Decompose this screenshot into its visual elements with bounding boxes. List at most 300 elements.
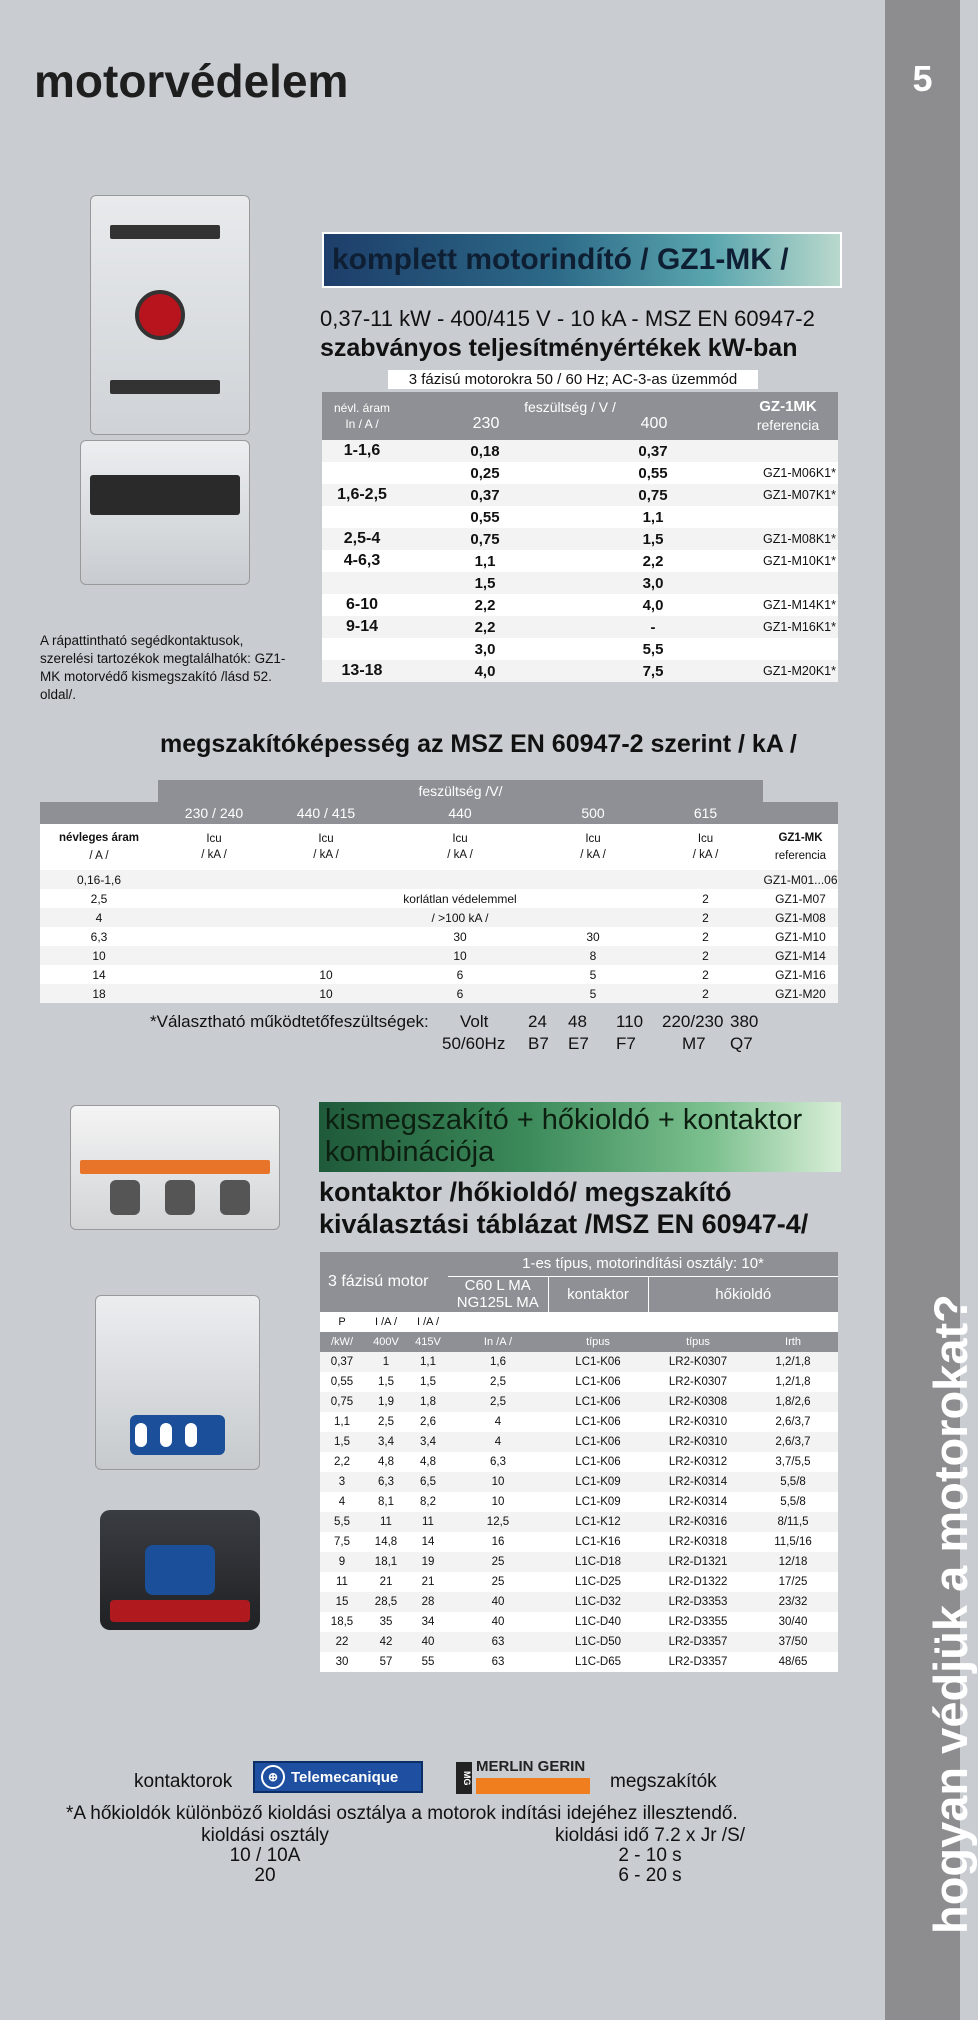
capacity-cell-ref: GZ1-M14: [775, 948, 826, 963]
selection-cell: 28,5: [374, 1596, 398, 1608]
selection-cell: 8/11,5: [777, 1516, 809, 1528]
section1-banner: komplett motorindító / GZ1-MK /: [322, 232, 842, 288]
starter-row: [322, 528, 838, 550]
selection-cell: L1C-D18: [574, 1556, 622, 1568]
starter-cell-ref: GZ1-M14K1*: [763, 598, 836, 612]
telemecanique-logo: [253, 1761, 423, 1793]
selection-cell: LR2-K0308: [668, 1396, 728, 1408]
capacity-cell-c3: 6: [456, 986, 464, 1001]
selection-cell: 17/25: [778, 1576, 808, 1588]
capacity-cell-ref: GZ1-M08: [775, 910, 826, 925]
telemecanique-text: Telemecanique: [291, 1768, 399, 1786]
capacity-cell-c1: [158, 889, 270, 908]
option-volt: 110: [616, 1012, 644, 1031]
selection-row: [320, 1572, 838, 1592]
selection-cell: 2,5: [490, 1376, 506, 1388]
starter-cell-v230: 2,2: [474, 618, 496, 636]
starter-cell-ref: GZ1-M16K1*: [763, 620, 836, 634]
selection-cell: LR2-K0314: [668, 1496, 728, 1508]
footer-megszakitok: megszakítók: [610, 1771, 717, 1792]
selection-cell: 12/18: [778, 1556, 808, 1568]
starter-cell-v400: 5,5: [642, 640, 664, 658]
selection-cell: 42: [379, 1636, 393, 1648]
section3-heading-1: kontaktor /hőkioldó/ megszakító: [319, 1177, 732, 1207]
selection-cell: 1,8: [420, 1396, 436, 1408]
capacity-cell-c2: [270, 908, 382, 927]
selection-cell: 2,5: [490, 1396, 506, 1408]
selection-cell: 7,5: [334, 1536, 350, 1548]
hdr-230: 230: [472, 415, 500, 432]
selection-cell: L1C-D40: [574, 1616, 622, 1628]
selection-cell: LC1-K06: [575, 1396, 621, 1408]
merlin-gerin-logo: [456, 1758, 590, 1796]
capacity-cell-c3: [382, 870, 538, 889]
capacity-cell-c1: [158, 946, 270, 965]
selection-cell: 25: [491, 1576, 505, 1588]
s3-hdr-tipus2: típus: [686, 1336, 710, 1348]
capacity-cell-c5: [648, 870, 763, 889]
starter-cell-ref: GZ1-M06K1*: [763, 466, 836, 480]
capacity-cell-ref: GZ1-M16: [775, 967, 826, 982]
hdr-ref: [738, 392, 838, 440]
selection-cell: 10: [491, 1496, 505, 1508]
selection-cell: 4: [494, 1416, 502, 1428]
merlin-gerin-mark: MG: [456, 1762, 472, 1794]
selection-cell: 63: [491, 1636, 505, 1648]
starter-cell-range: [322, 638, 402, 660]
starter-row: [322, 638, 838, 660]
s3-hdr-p: P: [320, 1312, 364, 1332]
starter-cell-range: [322, 572, 402, 594]
starter-row: [322, 594, 838, 616]
selection-cell: LC1-K16: [575, 1536, 621, 1548]
capacity-cell-c3: korlátlan védelemmel: [403, 891, 517, 906]
capacity-cell-c4: 30: [586, 929, 600, 944]
selection-cell: 0,75: [330, 1396, 354, 1408]
section1-note: A rápattintható segédkontaktusok, szerelési tartozékok megtalálhatók: GZ1-MK motorvédő kismegszakító /lásd 52. oldal/.: [40, 633, 286, 702]
selection-cell: 3,4: [420, 1436, 436, 1448]
s3-ng: NG125L MA: [456, 1294, 539, 1312]
option-code: E7: [568, 1034, 589, 1053]
contactor-image: [95, 1295, 260, 1470]
capacity-row: [40, 984, 838, 1003]
selection-cell: 2,6: [420, 1416, 436, 1428]
section3-banner: [319, 1102, 841, 1172]
capacity-row: [40, 946, 838, 965]
option-volt: 24: [528, 1012, 547, 1031]
selection-cell: 12,5: [486, 1516, 510, 1528]
starter-cell-v400: 2,2: [642, 552, 664, 570]
capacity-cell-c1: [158, 908, 270, 927]
starter-cell-range: 1,6-2,5: [337, 486, 387, 503]
capacity-cell-a: 14: [92, 967, 106, 982]
starter-cell-ref: [738, 638, 838, 660]
selection-cell: LC1-K12: [575, 1516, 621, 1528]
capacity-cell-c4: 5: [589, 967, 597, 982]
hdr-unit: In / A /: [345, 417, 379, 431]
s2-ref-label: referencia: [774, 850, 827, 862]
selection-cell: 37/50: [778, 1636, 808, 1648]
selection-cell: 6,5: [420, 1476, 436, 1488]
selection-cell: 5,5/8: [780, 1496, 806, 1508]
capacity-row: [40, 870, 838, 889]
s2-voltage-3: 500: [581, 805, 605, 821]
s2-icu-header: [158, 824, 270, 870]
s3-hdr-p-unit: /kW/: [331, 1336, 353, 1348]
s3-hdr-tipus1: típus: [586, 1336, 610, 1348]
selection-cell: LC1-K06: [575, 1356, 621, 1368]
capacity-cell-c2: [270, 870, 382, 889]
starter-cell-range: 13-18: [341, 662, 383, 679]
selection-cell: 30/40: [778, 1616, 808, 1628]
starter-cell-range: [322, 506, 402, 528]
starter-cell-ref: [738, 506, 838, 528]
selection-cell: 9: [338, 1556, 346, 1568]
capacity-cell-c3: 10: [453, 948, 467, 963]
selection-cell: 2,2: [334, 1456, 350, 1468]
s2-voltage-0: 230 / 240: [184, 805, 244, 821]
selection-cell: LC1-K09: [575, 1476, 621, 1488]
selection-cell: 30: [335, 1656, 349, 1668]
starter-row: [322, 660, 838, 682]
selection-row: [320, 1412, 838, 1432]
capacity-cell-c4: 8: [589, 948, 597, 963]
starter-table: [322, 392, 838, 682]
page-title: motorvédelem: [34, 55, 349, 107]
option-volt: 220/230: [662, 1012, 724, 1031]
s2-icu-header: [648, 824, 763, 870]
table-caption: 3 fázisú motorokra 50 / 60 Hz; AC-3-as üzemmód: [388, 370, 758, 389]
selection-cell: 2,5: [378, 1416, 394, 1428]
selection-row: [320, 1492, 838, 1512]
selection-cell: 4: [494, 1436, 502, 1448]
class-header: kioldási osztály: [201, 1825, 329, 1846]
motor-starter-image: [80, 195, 255, 590]
selection-cell: 8,1: [378, 1496, 394, 1508]
capacity-cell-a: 2,5: [90, 891, 108, 906]
selection-cell: 1,9: [378, 1396, 394, 1408]
selection-cell: 3,4: [378, 1436, 394, 1448]
starter-cell-v230: 4,0: [474, 662, 496, 680]
s3-hdr-ia2: I /A /: [408, 1312, 448, 1332]
capacity-cell-c2: 10: [319, 986, 333, 1001]
selection-cell: 2,6/3,7: [775, 1416, 811, 1428]
s2-icu-label: Icu: [318, 833, 334, 845]
footer-time-col: [520, 1826, 780, 1886]
selection-cell: 3: [338, 1476, 346, 1488]
starter-cell-v400: 4,0: [642, 596, 664, 614]
capacity-cell-c4: [538, 870, 648, 889]
selection-row: [320, 1432, 838, 1452]
option-code: B7: [528, 1034, 549, 1053]
capacity-cell-c1: [158, 927, 270, 946]
selection-cell: 55: [421, 1656, 435, 1668]
starter-cell-v230: 0,37: [470, 486, 500, 504]
s2-icu-header: [538, 824, 648, 870]
selection-cell: LR2-K0307: [668, 1376, 728, 1388]
starter-row: [322, 506, 838, 528]
selection-row: [320, 1472, 838, 1492]
starter-row: [322, 550, 838, 572]
s2-icu-label: Icu: [585, 833, 601, 845]
selection-cell: 19: [421, 1556, 435, 1568]
selection-cell: 1,5: [378, 1376, 394, 1388]
starter-cell-range: 1-1,6: [343, 442, 381, 459]
selection-cell: 21: [379, 1576, 393, 1588]
capacity-cell-ref: GZ1-M20: [775, 986, 826, 1001]
time-value-2: 6 - 20 s: [618, 1865, 682, 1886]
selection-table: [320, 1252, 838, 1672]
selection-cell: L1C-D50: [574, 1636, 622, 1648]
starter-cell-v400: 1,5: [642, 530, 664, 548]
capacity-cell-c2: [270, 946, 382, 965]
selection-cell: LC1-K09: [575, 1496, 621, 1508]
selection-cell: LR2-K0307: [668, 1356, 728, 1368]
starter-row: [322, 484, 838, 506]
s2-icu-unit: / kA /: [201, 849, 227, 861]
option-volt: 380: [730, 1012, 759, 1031]
s2-icu-unit: / kA /: [447, 849, 473, 861]
capacity-cell-a: 0,16-1,6: [76, 872, 122, 887]
selection-cell: 2,6/3,7: [775, 1436, 811, 1448]
selection-cell: 16: [491, 1536, 505, 1548]
s2-voltage-4: 615: [693, 805, 718, 821]
selection-cell: LC1-K06: [575, 1416, 621, 1428]
starter-cell-v230: 1,5: [474, 574, 496, 592]
selection-cell: LR2-K0310: [668, 1436, 728, 1448]
starter-cell-range: 9-14: [345, 618, 379, 635]
capacity-row: [40, 965, 838, 984]
selection-cell: LR2-D1322: [668, 1576, 728, 1588]
capacity-cell-c1: [158, 984, 270, 1003]
capacity-cell-a: 10: [92, 948, 106, 963]
selection-cell: 1,6: [490, 1356, 506, 1368]
selection-cell: LR2-D3355: [668, 1616, 728, 1628]
selection-cell: 4,8: [378, 1456, 394, 1468]
selection-cell: LR2-D1321: [668, 1556, 728, 1568]
selection-row: [320, 1552, 838, 1572]
starter-cell-range: 2,5-4: [343, 530, 381, 547]
selection-cell: 1,8/2,6: [775, 1396, 811, 1408]
thermal-relay-image: [100, 1510, 260, 1630]
capacity-cell-a: 6,3: [90, 929, 108, 944]
selection-cell: 22: [335, 1636, 349, 1648]
s2-hdr-ref: [763, 824, 838, 870]
starter-cell-v400: 7,5: [642, 662, 664, 680]
capacity-row: [40, 927, 838, 946]
telemecanique-mark-icon: ⊕: [261, 1765, 285, 1789]
selection-cell: 4: [338, 1496, 346, 1508]
hdr-ref-label: referencia: [756, 417, 820, 433]
hdr-ref-code: GZ-1MK: [759, 398, 817, 415]
s3-hdr-415v: 415V: [415, 1336, 441, 1348]
selection-cell: 6,3: [490, 1456, 506, 1468]
s2-rated-label: névleges áram: [59, 832, 139, 844]
starter-cell-ref: GZ1-M08K1*: [763, 532, 836, 546]
breaking-capacity-table: [40, 780, 838, 1003]
s3-hdr-motor: 3 fázisú motor: [328, 1273, 429, 1290]
class-value-1: 10 / 10A: [229, 1845, 301, 1866]
selection-cell: 10: [491, 1476, 505, 1488]
selection-row: [320, 1632, 838, 1652]
section1-subtitle: szabványos teljesítményértékek kW-ban: [320, 334, 798, 362]
capacity-cell-ref: GZ1-M07: [775, 891, 826, 906]
page-number: 5: [912, 58, 933, 99]
starter-cell-v400: 0,75: [638, 486, 668, 504]
sidebar-title: hogyan védjük a motorokat?: [924, 1294, 977, 1934]
s2-icu-label: Icu: [206, 833, 222, 845]
selection-cell: 40: [491, 1616, 505, 1628]
capacity-cell-c2: 10: [319, 967, 333, 982]
capacity-cell-c5: 2: [702, 967, 709, 982]
starter-cell-v400: 0,37: [638, 442, 668, 460]
option-volt: 48: [568, 1012, 587, 1031]
selection-cell: 5,5/8: [780, 1476, 806, 1488]
starter-cell-v230: 0,18: [470, 442, 500, 460]
starter-row: [322, 572, 838, 594]
capacity-cell-c4: [538, 908, 648, 927]
starter-cell-v230: 3,0: [474, 640, 496, 658]
starter-cell-v230: 0,55: [470, 508, 500, 526]
selection-cell: 1,5: [334, 1436, 350, 1448]
s3-hdr-breaker: [448, 1276, 548, 1312]
selection-cell: 0,37: [330, 1356, 354, 1368]
selection-cell: LC1-K06: [575, 1436, 621, 1448]
selection-cell: 48/65: [778, 1656, 808, 1668]
hdr-rated-current: [322, 392, 402, 440]
selection-cell: 1,1: [334, 1416, 350, 1428]
selection-cell: 14: [421, 1536, 435, 1548]
s2-rated-unit: / A /: [89, 850, 109, 862]
starter-cell-ref: [738, 440, 838, 462]
s2-icu-label: Icu: [697, 833, 714, 845]
capacity-cell-c2: [270, 927, 382, 946]
selection-cell: LR2-D3357: [668, 1636, 728, 1648]
capacity-cell-a: 18: [92, 986, 106, 1001]
selection-row: [320, 1592, 838, 1612]
merlin-gerin-text: MERLIN GERIN: [476, 1758, 586, 1775]
section3-banner-line1: kismegszakító + hőkioldó + kontaktor: [325, 1104, 803, 1136]
selection-row: [320, 1652, 838, 1672]
selection-cell: LR2-K0316: [668, 1516, 728, 1528]
capacity-cell-c4: 5: [589, 986, 597, 1001]
s2-icu-unit: / kA /: [580, 849, 606, 861]
section3-heading-2: kiválasztási táblázat /MSZ EN 60947-4/: [319, 1209, 809, 1239]
hdr-voltage-label: feszültség / V /: [524, 399, 616, 415]
capacity-cell-c5: 2: [702, 910, 709, 925]
starter-row: [322, 462, 838, 484]
selection-cell: L1C-D25: [574, 1576, 622, 1588]
s3-hdr-type: 1-es típus, motorindítási osztály: 10*: [448, 1252, 838, 1276]
s3-hdr-irth: Irth: [785, 1336, 801, 1348]
capacity-cell-a: 4: [95, 910, 103, 925]
footer-note: *A hőkioldók különböző kioldási osztálya a motorok indítási idejéhez illesztendő.: [66, 1803, 738, 1824]
selection-cell: 1,5: [420, 1376, 436, 1388]
section2-title: megszakítóképesség az MSZ EN 60947-2 szerint / kA /: [160, 730, 797, 758]
selection-cell: 23/32: [778, 1596, 808, 1608]
selection-row: [320, 1392, 838, 1412]
starter-cell-ref: GZ1-M10K1*: [763, 554, 836, 568]
capacity-cell-c4: [538, 889, 648, 908]
selection-cell: 14,8: [374, 1536, 398, 1548]
selection-cell: LR2-K0312: [668, 1456, 728, 1468]
selection-row: [320, 1352, 838, 1372]
starter-cell-v400: -: [650, 618, 656, 636]
s2-icu-header: [382, 824, 538, 870]
capacity-cell-c3: 30: [453, 929, 467, 944]
selection-cell: 3,7/5,5: [775, 1456, 811, 1468]
capacity-cell-c5: 2: [702, 891, 709, 906]
selection-cell: L1C-D32: [574, 1596, 622, 1608]
selection-cell: 21: [421, 1576, 435, 1588]
s2-ref-code: GZ1-MK: [778, 832, 823, 844]
selection-cell: 11: [336, 1576, 348, 1588]
s2-icu-unit: / kA /: [313, 849, 339, 861]
footer-kontaktorok: kontaktorok: [134, 1771, 233, 1792]
starter-row: [322, 616, 838, 638]
selection-cell: 5,5: [334, 1516, 350, 1528]
selection-cell: 34: [421, 1616, 435, 1628]
starter-cell-v400: 1,1: [642, 508, 664, 526]
option-code: F7: [616, 1034, 636, 1053]
capacity-cell-c2: [270, 889, 382, 908]
s2-voltage-2: 440: [448, 805, 472, 821]
selection-row: [320, 1452, 838, 1472]
selection-cell: LR2-D3353: [668, 1596, 728, 1608]
starter-cell-range: 4-6,3: [343, 552, 381, 569]
section1-spec-line: 0,37-11 kW - 400/415 V - 10 kA - MSZ EN 60947-2: [320, 306, 815, 331]
s2-hdr-voltage: feszültség /V/: [158, 780, 763, 802]
s3-hdr-ia1: I /A /: [364, 1312, 408, 1332]
capacity-cell-c3: / >100 kA /: [431, 910, 489, 925]
capacity-row: [40, 889, 838, 908]
starter-cell-v230: 1,1: [474, 552, 496, 570]
s2-icu-header: [270, 824, 382, 870]
capacity-cell-c5: 2: [702, 986, 709, 1001]
starter-cell-v400: 0,55: [638, 464, 668, 482]
selection-cell: 1,1: [420, 1356, 436, 1368]
time-header: kioldási idő 7.2 x Jr /S/: [554, 1825, 746, 1846]
merlin-gerin-bar: [476, 1778, 590, 1794]
selection-cell: 63: [491, 1656, 505, 1668]
capacity-cell-c1: [158, 870, 270, 889]
section3-banner-line2: kombinációja: [325, 1136, 495, 1168]
class-value-2: 20: [254, 1865, 276, 1886]
option-code: M7: [682, 1034, 706, 1053]
capacity-cell-c5: 2: [702, 948, 709, 963]
capacity-row: [40, 908, 838, 927]
footer-class-col: [150, 1826, 380, 1886]
s3-hdr-400v: 400V: [373, 1336, 399, 1348]
s2-voltage-1: 440 / 415: [296, 805, 356, 821]
selection-cell: LR2-K0318: [668, 1536, 728, 1548]
hdr-nevl: névl. áram: [333, 401, 391, 415]
s2-icu-label: Icu: [452, 833, 468, 845]
capacity-cell-ref: GZ1-M10: [775, 929, 826, 944]
s3-hdr-in: In /A /: [483, 1336, 513, 1348]
s2-icu-unit: / kA /: [692, 849, 719, 861]
selection-cell: 18,1: [374, 1556, 398, 1568]
capacity-cell-c1: [158, 965, 270, 984]
selection-cell: LR2-D3357: [668, 1656, 728, 1668]
capacity-cell-c3: 6: [456, 967, 464, 982]
hdr-voltage: [402, 392, 738, 440]
selection-cell: 0,55: [330, 1376, 354, 1388]
options-freq: 50/60Hz: [442, 1034, 506, 1053]
selection-cell: L1C-D65: [574, 1656, 622, 1668]
hdr-400: 400: [640, 415, 668, 432]
selection-cell: 11,5/16: [774, 1536, 812, 1548]
